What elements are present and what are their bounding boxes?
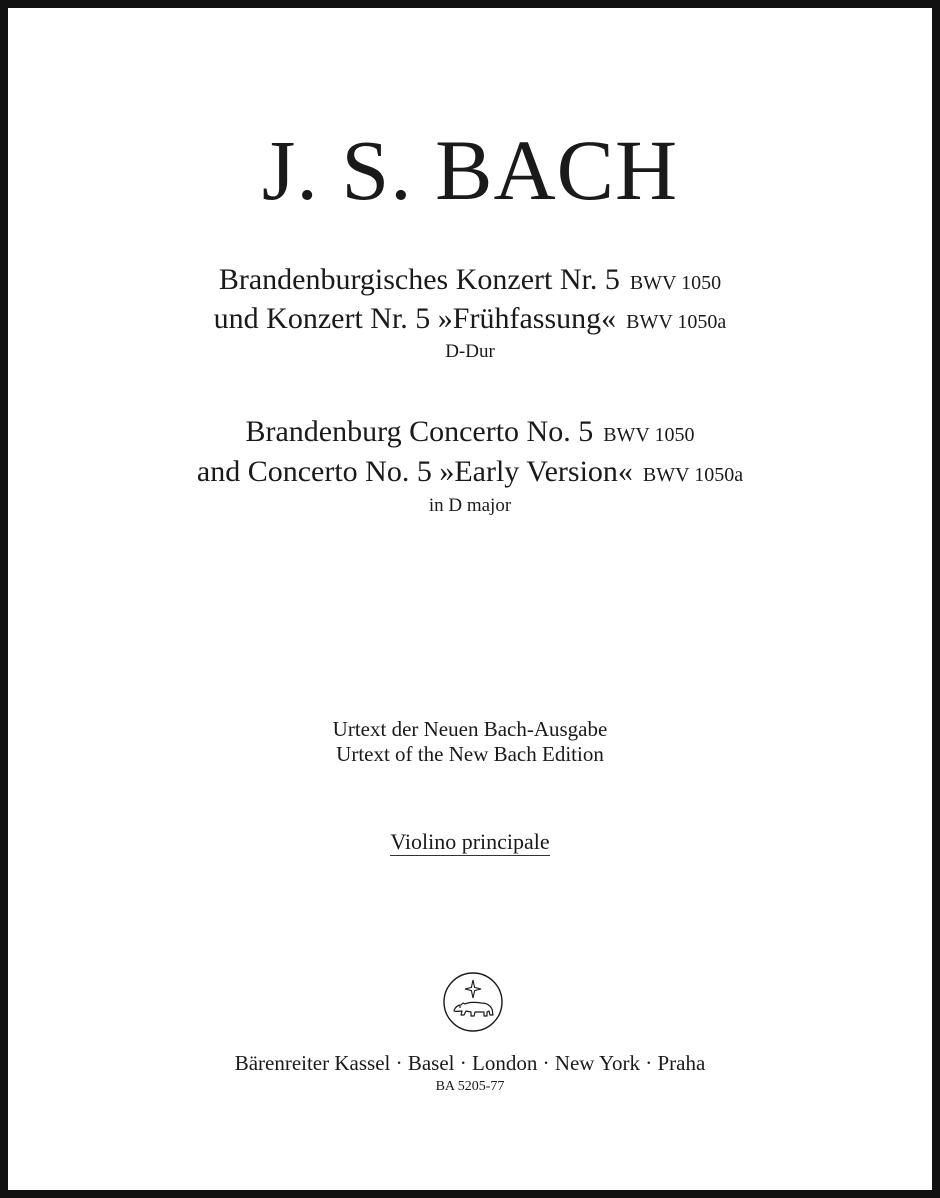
title-de-line2-text: und Konzert Nr. 5 »Frühfassung« [213, 302, 617, 335]
title-en-line2-bwv: BWV 1050a [642, 464, 744, 486]
title-de-line2 [8, 301, 932, 340]
key-en: in D major [428, 495, 512, 516]
baerenreiter-bear-star-logo-icon [442, 971, 504, 1033]
part-name-text: Violino principale [390, 829, 550, 854]
title-en-line1-text: Brandenburg Concerto No. 5 [245, 415, 594, 448]
key-de: D-Dur [445, 341, 495, 362]
title-de-line1-text: Brandenburgisches Konzert Nr. 5 [218, 263, 620, 296]
title-page [8, 8, 932, 1190]
title-de-line2-bwv: BWV 1050a [626, 311, 727, 333]
publisher-line: Bärenreiter Kassel · Basel · London · New York · Praha [234, 1051, 706, 1075]
title-en-line2-text: and Concerto No. 5 »Early Version« [196, 455, 633, 488]
title-de-line1 [8, 262, 932, 301]
edition-en: Urtext of the New Bach Edition [336, 742, 604, 766]
edition-de: Urtext der Neuen Bach-Ausgabe [332, 717, 608, 741]
title-en-line2 [8, 454, 932, 493]
part-name [8, 828, 932, 856]
title-de-line1-bwv: BWV 1050 [629, 272, 722, 294]
catalog-code: BA 5205-77 [435, 1079, 505, 1094]
title-en-line1-bwv: BWV 1050 [603, 424, 695, 446]
title-en-line1 [8, 414, 932, 453]
composer-name: J. S. BACH [261, 122, 679, 218]
